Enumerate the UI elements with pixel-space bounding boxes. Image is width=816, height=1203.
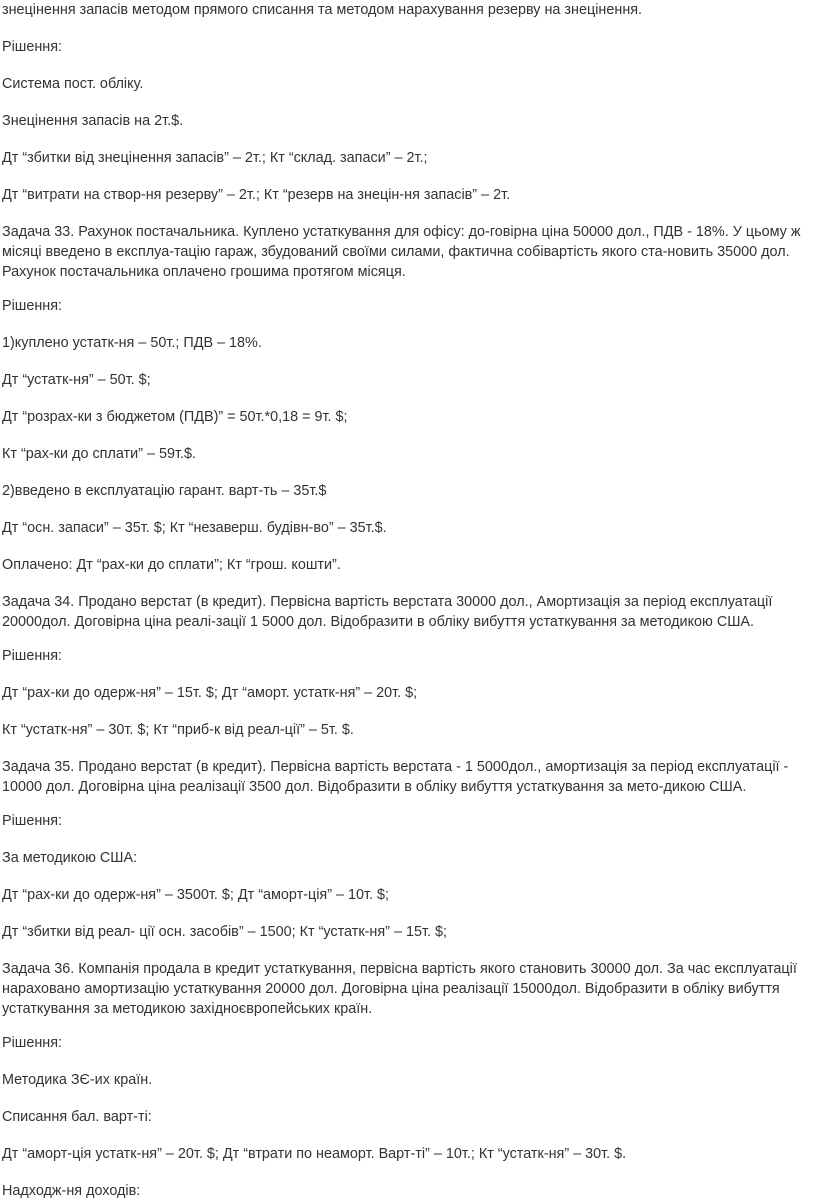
paragraph-intro-fragment: знецінення запасів методом прямого списання та методом нарахування резерву на знецінення. bbox=[2, 2, 643, 18]
paragraph-solution-heading: Рішення: bbox=[2, 298, 63, 314]
paragraph-solution-heading: Рішення: bbox=[2, 648, 63, 664]
paragraph-solution-heading: Рішення: bbox=[2, 1035, 63, 1051]
paragraph-task-36: Задача 36. Компанія продала в кредит устаткування, первісна вартість якого становить 30000 дол. За час експлуатації нараховано амортизацію устаткування 20000 дол. Договірна ціна реалізації 15000дол. Відобразити в обліку вибуття устаткування за методикою західноєвропейських країн. bbox=[2, 961, 797, 1017]
paragraph: За методикою США: bbox=[2, 850, 138, 866]
paragraph-entry: Дт “збитки від реал- ції осн. засобів” – 1500; Кт “устатк-ня” – 15т. $; bbox=[2, 924, 447, 940]
paragraph: 2)введено в експлуатацію гарант. варт-ть – 35т.$ bbox=[2, 483, 327, 499]
paragraph-entry: Дт “витрати на створ-ня резерву” – 2т.; Кт “резерв на знецін-ня запасів” – 2т. bbox=[2, 187, 511, 203]
paragraph-entry: Дт “збитки від знецінення запасів” – 2т.; Кт “склад. запаси” – 2т.; bbox=[2, 150, 428, 166]
paragraph-entry: Дт “рах-ки до одерж-ня” – 3500т. $; Дт “аморт-ція” – 10т. $; bbox=[2, 887, 390, 903]
paragraph: Знецінення запасів на 2т.$. bbox=[2, 113, 184, 129]
paragraph-task-34: Задача 34. Продано верстат (в кредит). Первісна вартість верстата 30000 дол., Амортизація за період експлуатації 20000дол. Договірна ціна реалі-зації 1 5000 дол. Відобразити в обліку вибуття устаткування за методикою США. bbox=[2, 594, 773, 630]
paragraph-entry: Дт “рах-ки до одерж-ня” – 15т. $; Дт “аморт. устатк-ня” – 20т. $; bbox=[2, 685, 418, 701]
paragraph-task-35: Задача 35. Продано верстат (в кредит). Первісна вартість верстата - 1 5000дол., амортизація за період експлуатації - 10000 дол. Договірна ціна реалізації 3500 дол. Відобразити в обліку вибуття устаткування за мето-дикою США. bbox=[2, 759, 789, 795]
paragraph-entry: Дт “устатк-ня” – 50т. $; bbox=[2, 372, 151, 388]
paragraph: Система пост. обліку. bbox=[2, 76, 144, 92]
paragraph-solution-heading: Рішення: bbox=[2, 813, 63, 829]
paragraph-entry: Дт “аморт-ція устатк-ня” – 20т. $; Дт “втрати по неаморт. Варт-ті” – 10т.; Кт “устатк-ня” – 30т. $. bbox=[2, 1146, 627, 1162]
paragraph: Списання бал. варт-ті: bbox=[2, 1109, 152, 1125]
paragraph-entry: Кт “рах-ки до сплати” – 59т.$. bbox=[2, 446, 196, 462]
paragraph-entry: Кт “устатк-ня” – 30т. $; Кт “приб-к від реал-ції” – 5т. $. bbox=[2, 722, 354, 738]
paragraph: 1)куплено устатк-ня – 50т.; ПДВ – 18%. bbox=[2, 335, 262, 351]
paragraph: Методика ЗЄ-их країн. bbox=[2, 1072, 153, 1088]
paragraph-task-33: Задача 33. Рахунок постачальника. Куплено устаткування для офісу: до-говірна ціна 50000 дол., ПДВ - 18%. У цьому ж місяці введено в експлуа-тацію гараж, збудований своїми силами, фактична собівартість якого ста-новить 35000 дол. Рахунок постачальника оплачено грошима протягом місяця. bbox=[2, 224, 801, 280]
paragraph: Надходж-ня доходів: bbox=[2, 1183, 141, 1199]
paragraph-entry: Дт “розрах-ки з бюджетом (ПДВ)” = 50т.*0,18 = 9т. $; bbox=[2, 409, 348, 425]
paragraph-entry: Дт “осн. запаси” – 35т. $; Кт “незаверш. будівн-во” – 35т.$. bbox=[2, 520, 387, 536]
paragraph-solution-heading: Рішення: bbox=[2, 39, 63, 55]
paragraph-entry: Оплачено: Дт “рах-ки до сплати”; Кт “грош. кошти”. bbox=[2, 557, 341, 573]
